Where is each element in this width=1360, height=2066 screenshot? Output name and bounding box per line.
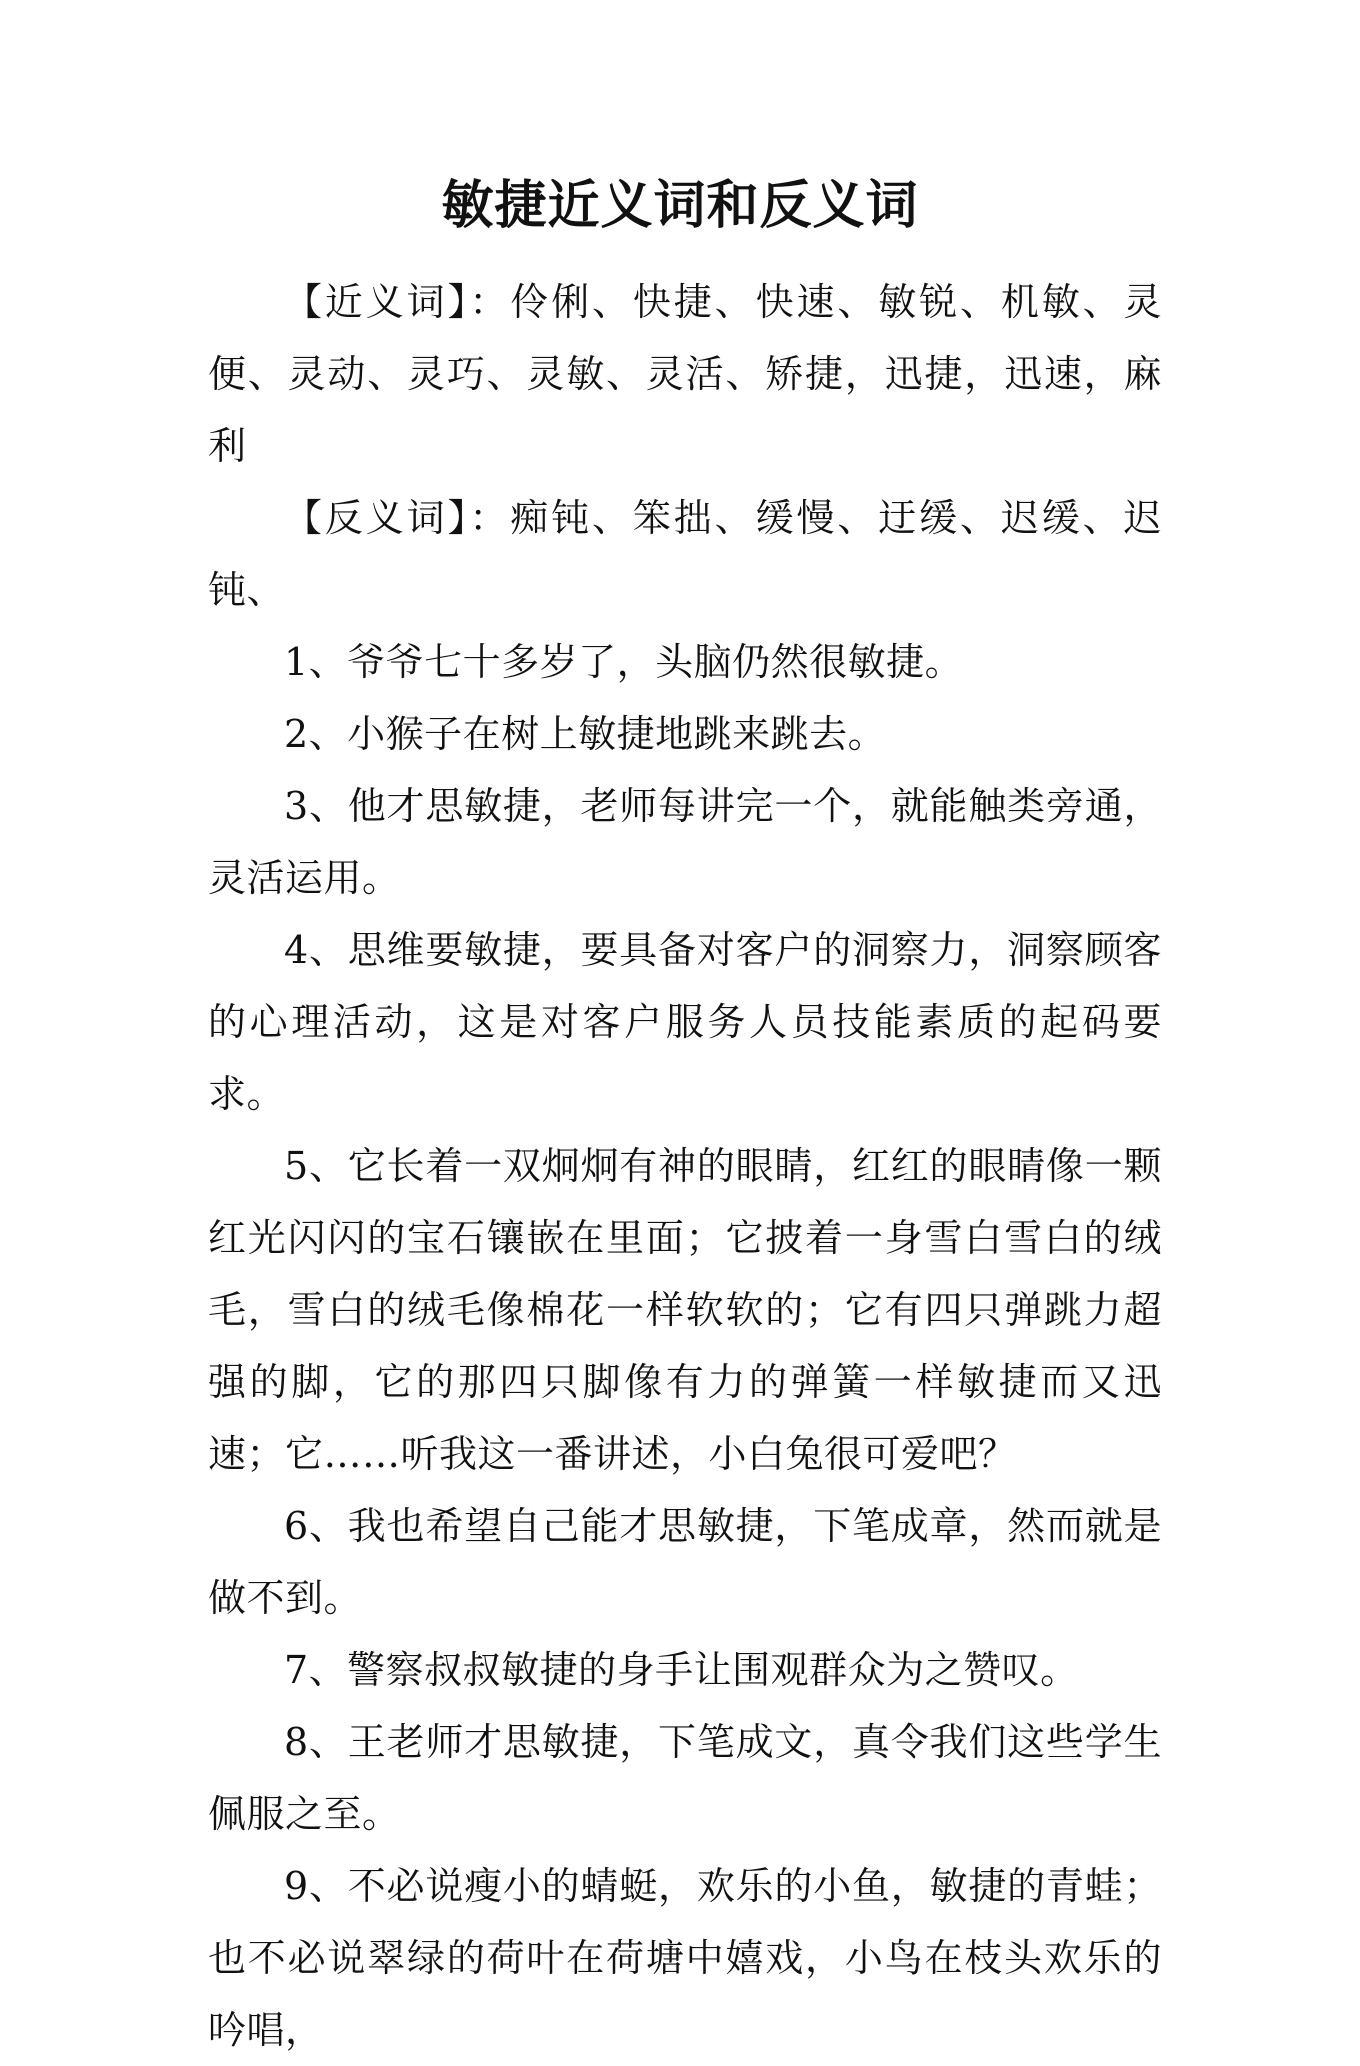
example-sentence-7: 7、警察叔叔敏捷的身手让围观群众为之赞叹。 <box>284 1648 1079 1692</box>
paragraph-antonyms: 【反义词】：痴钝、笨拙、缓慢、迂缓、迟缓、迟钝、 <box>208 496 1162 612</box>
example-sentence-9: 9、不必说瘦小的蜻蜓，欢乐的小鱼，敏捷的青蛙；也不必说翠绿的荷叶在荷塘中嬉戏，小鸟在枝头欢乐的吟唱， <box>208 1864 1162 2052</box>
example-sentence-1: 1、爷爷七十多岁了，头脑仍然很敏捷。 <box>284 640 964 684</box>
document-title: 敏捷近义词和反义词 <box>441 176 919 236</box>
example-sentence-2: 2、小猴子在树上敏捷地跳来跳去。 <box>284 712 887 756</box>
paragraph-synonyms: 【近义词】：伶俐、快捷、快速、敏锐、机敏、灵便、灵动、灵巧、灵敏、灵活、矫捷，迅捷，迅速，麻利 <box>208 280 1162 468</box>
document-body <box>208 266 1162 2066</box>
example-sentence-4: 4、思维要敏捷，要具备对客户的洞察力，洞察顾客的心理活动，这是对客户服务人员技能素质的起码要求。 <box>208 928 1162 1116</box>
example-sentence-8: 8、王老师才思敏捷，下笔成文，真令我们这些学生佩服之至。 <box>208 1720 1162 1836</box>
example-sentence-6: 6、我也希望自己能才思敏捷，下笔成章，然而就是做不到。 <box>208 1504 1162 1620</box>
example-sentence-5: 5、它长着一双炯炯有神的眼睛，红红的眼睛像一颗红光闪闪的宝石镶嵌在里面；它披着一身雪白雪白的绒毛，雪白的绒毛像棉花一样软软的；它有四只弹跳力超强的脚，它的那四只脚像有力的弹簧一样敏捷而又迅速；它……听我这一番讲述，小白兔很可爱吧？ <box>208 1144 1162 1476</box>
example-sentence-3: 3、他才思敏捷，老师每讲完一个，就能触类旁通，灵活运用。 <box>208 784 1162 900</box>
